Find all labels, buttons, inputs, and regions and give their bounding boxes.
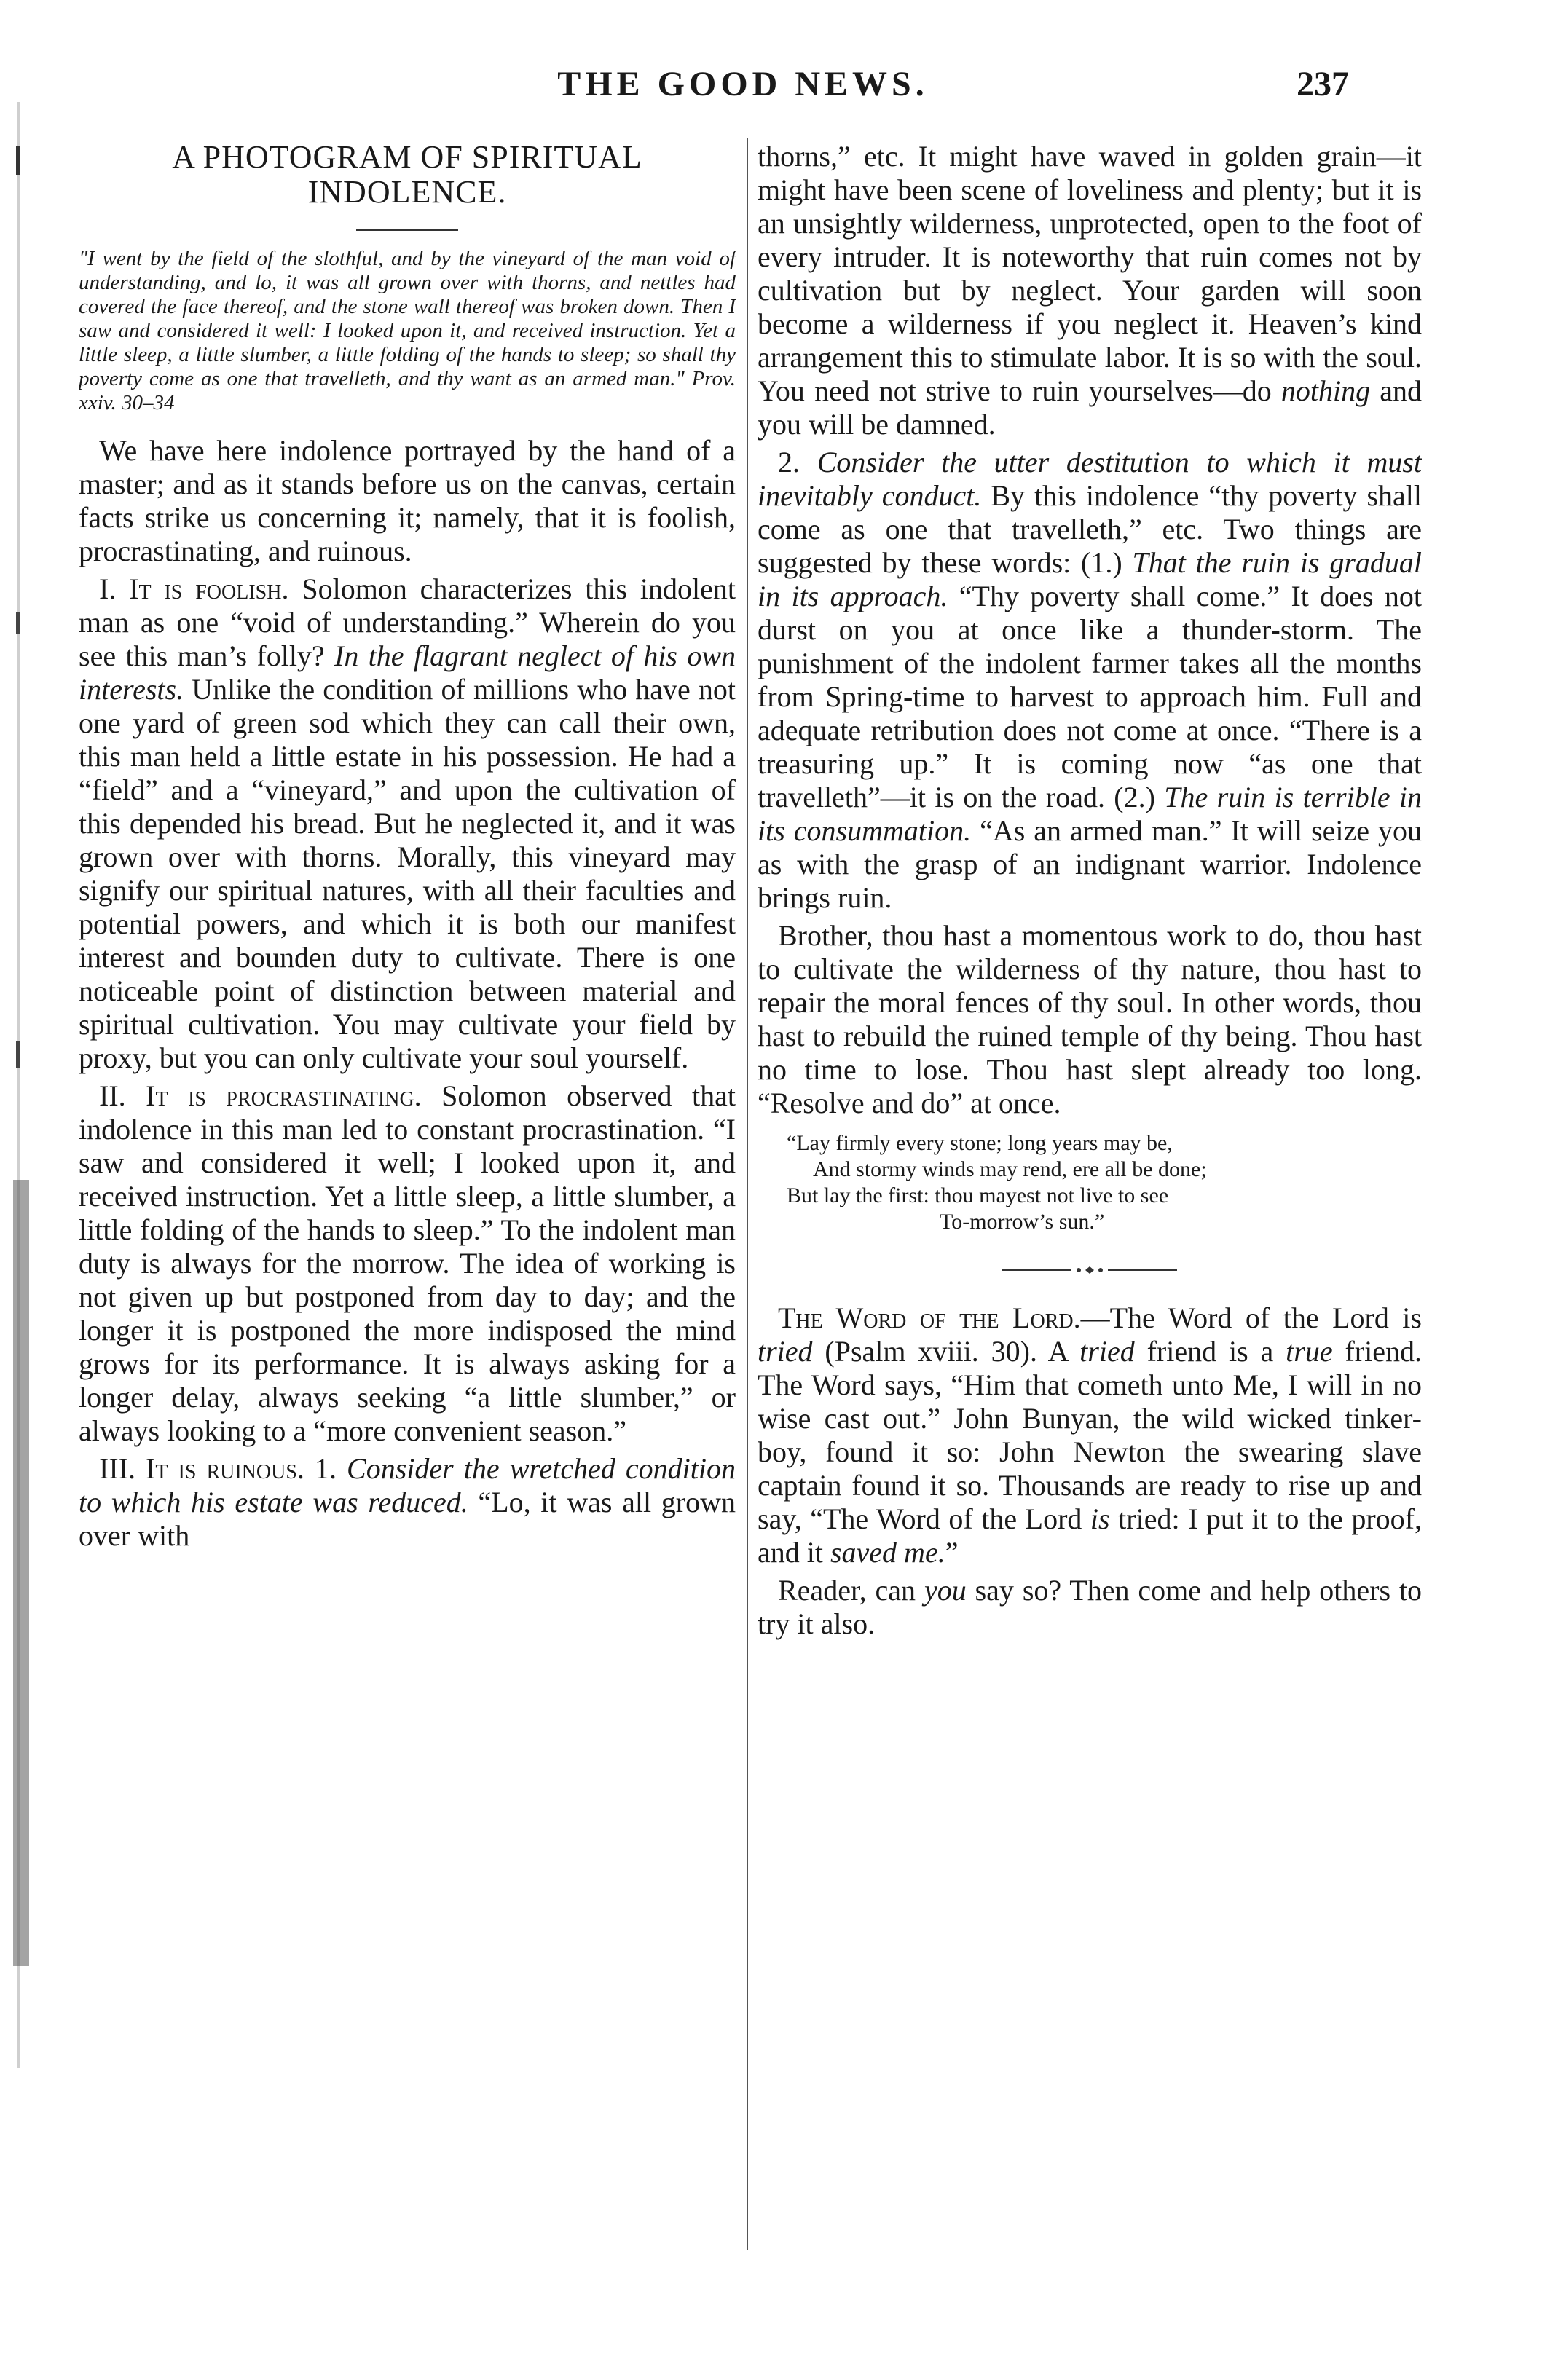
closing-appeal-b: say so? Then come and help others to try it also. (758, 1574, 1422, 1640)
running-header (0, 64, 1550, 122)
intro-paragraph: We have here indolence portrayed by the hand of a master; and as it stands before us on the canvas, certain facts strike us concerning it; namely, that it is foolish, procrastinating, and ruinous. (79, 434, 736, 567)
page-number: 237 (1297, 65, 1349, 103)
note-title: The Word of the Lord. (778, 1301, 1081, 1334)
left-column (79, 140, 736, 2354)
section-procrastinating (79, 1079, 736, 1448)
poem-line: But lay the first: thou mayest not live to see (787, 1183, 1169, 1207)
note-text-a: —The Word of the Lord is (1080, 1301, 1422, 1334)
ruinous-point-2 (758, 446, 1422, 915)
article-title-line1: A PHOTOGRAM OF SPIRITUAL (172, 140, 642, 175)
note-text-e: tried: I put it to the proof, and it (758, 1502, 1422, 1569)
closing-poem (787, 1130, 1422, 1235)
ruinous-point-2-emphasis-gradual: That the ruin is gradual in its approach. (758, 546, 1422, 612)
note-emphasis-is: is (1090, 1502, 1110, 1535)
section-foolish-text-b: Unlike the condition of millions who have not one yard of green sod which they can call their own, this man held a little estate in his possession. He had a “field” and a “vineyard,” and upon the cultivation of this depended his bread. But he neglected it, and it was grown over with thorns. Morally, this vineyard may signify our spiritual natures, with all their faculties and potential powers, and which it is both our manifest interest and bounden duty to cultivate. There is one noticeable point of distinction between material and spiritual cultivation. You may cultivate your field by proxy, but you can only cultivate your soul yourself. (79, 673, 736, 1074)
note-emphasis-tried-2: tried (1079, 1335, 1135, 1368)
note-emphasis-tried: tried (758, 1335, 813, 1368)
separator-ornament-icon (1002, 1265, 1177, 1275)
section-foolish (79, 572, 736, 1075)
running-title: THE GOOD NEWS. (557, 65, 929, 103)
ruinous-point-2-text-b: “Thy poverty shall come.” It does not durst on you at once like a thunder-storm. The punishment of the indolent farmer takes all the months from Spring-time to harvest to approach him. Full and adequate retribution does not come at once. “There is a treasuring up.” It is coming now “as one that travelleth”—it is on the road. (2.) (758, 580, 1422, 813)
note-text-b: (Psalm xviii. 30). A (825, 1335, 1068, 1368)
note-text-f: ” (945, 1536, 959, 1569)
section-heading-procrastinating: II. It is procrastinating. (99, 1079, 422, 1112)
ornamental-separator (1002, 1263, 1177, 1280)
ruinous-point-2-number: 2. (778, 446, 800, 478)
word-of-the-lord-note (758, 1301, 1422, 1569)
ruinous-point-2-text-c: “As an armed man.” It will seize you as with the grasp of an indignant warrior. Indolence brings ruin. (758, 814, 1422, 914)
poem-line: To-morrow’s sun.” (940, 1210, 1105, 1234)
closing-appeal-emphasis: you (924, 1574, 967, 1607)
section-foolish-emphasis: In the flagrant neglect of his own interests. (79, 639, 736, 706)
article-title-line2: INDOLENCE. (307, 174, 507, 210)
note-text-c: friend is a (1146, 1335, 1274, 1368)
section-ruinous (79, 1452, 736, 1553)
exhortation-paragraph: Brother, thou hast a momentous work to do, thou hast to cultivate the wilderness of thy nature, thou hast to repair the moral fences of thy soul. In other words, thou hast to rebuild the ruined temple of thy being. Thou hast no time to lose. Thou hast slept already too long. “Resolve and do” at once. (758, 919, 1422, 1119)
epigraph-reference: Prov. xxiv. 30–34 (79, 367, 736, 414)
poem-line: And stormy winds may rend, ere all be done; (813, 1157, 1207, 1181)
scan-edge-mark (7, 102, 32, 2068)
ruinous-point-1-emphasis: Consider the wretched condition to which his estate was reduced. (79, 1452, 736, 1518)
section-heading-ruinous: III. It is ruinous. (99, 1452, 304, 1485)
ruinous-continuation (758, 140, 1422, 441)
ruinous-point-1-number: 1. (314, 1452, 337, 1485)
note-emphasis-saved-me: saved me. (830, 1536, 945, 1569)
epigraph-text: "I went by the field of the slothful, and by the vineyard of the man void of understanding, and lo, it was all grown over with thorns, and nettles had covered the face thereof, and the stone wall thereof was broken down. Then I saw and considered it well: I looked upon it, and received instruction. Yet a little sleep, a little slumber, a little folding of the hands to sleep; so shall thy poverty come as one that travelleth, and thy want as an armed man." (79, 247, 736, 390)
ruinous-continuation-end: and you will be damned. (758, 374, 1422, 441)
epigraph (79, 247, 736, 415)
poem-line: “Lay firmly every stone; long years may be, (787, 1131, 1173, 1155)
article-title (79, 140, 736, 210)
title-rule (356, 229, 458, 231)
closing-appeal-a: Reader, can (778, 1574, 916, 1607)
note-emphasis-true: true (1286, 1335, 1333, 1368)
ruinous-point-2-emphasis-terrible: The ruin is terrible in its consummation. (758, 781, 1422, 847)
ruinous-point-2-emphasis: Consider the utter destitution to which it must inevitably conduct. (758, 446, 1422, 512)
section-procrastinating-text: Solomon observed that indolence in this man led to constant procrastination. “I saw and considered it well; I looked upon it, and received instruction. Yet a little sleep, a little slumber, a little folding of the hands to sleep.” To the indolent man duty is always for the morrow. The idea of working is not given up but postponed from day to day; and the longer it is postponed the more indisposed the mind grows for its performance. It is always asking for a longer delay, always seeking “a little slumber,” or always looking to a “more convenient season.” (79, 1079, 736, 1447)
ruinous-continuation-emphasis: nothing (1280, 374, 1371, 407)
ruinous-continuation-text: thorns,” etc. It might have waved in golden grain—it might have been scene of loveliness and plenty; but it is an unsightly wilderness, unprotected, open to the foot of every intruder. It is noteworthy that ruin comes not by cultivation but by neglect. Your garden will soon become a wilderness if you neglect it. Heaven’s kind arrangement this to stimulate labor. It is so with the soul. You need not strive to ruin yourselves—do (758, 140, 1422, 407)
section-foolish-text-a: Solomon characterizes this indolent man as one “void of understanding.” Wherein do you see this man’s folly? (79, 572, 736, 672)
section-heading-foolish: I. It is foolish. (99, 572, 289, 605)
ruinous-point-1-text: “Lo, it was all grown over with (79, 1486, 736, 1552)
column-rule (747, 138, 748, 2250)
ruinous-point-2-text-a: By this indolence “thy poverty shall come as one that travelleth,” etc. Two things are suggested by these words: (1.) (758, 479, 1422, 579)
right-column (758, 140, 1422, 2354)
closing-appeal (758, 1574, 1422, 1641)
note-text-d: friend. The Word says, “Him that cometh unto Me, I will in no wise cast out.” John Bunyan, the wild wicked tinker-boy, found it so: John Newton the swearing slave captain found it so. Thousands are ready to rise up and say, “The Word of the Lord (758, 1335, 1422, 1535)
